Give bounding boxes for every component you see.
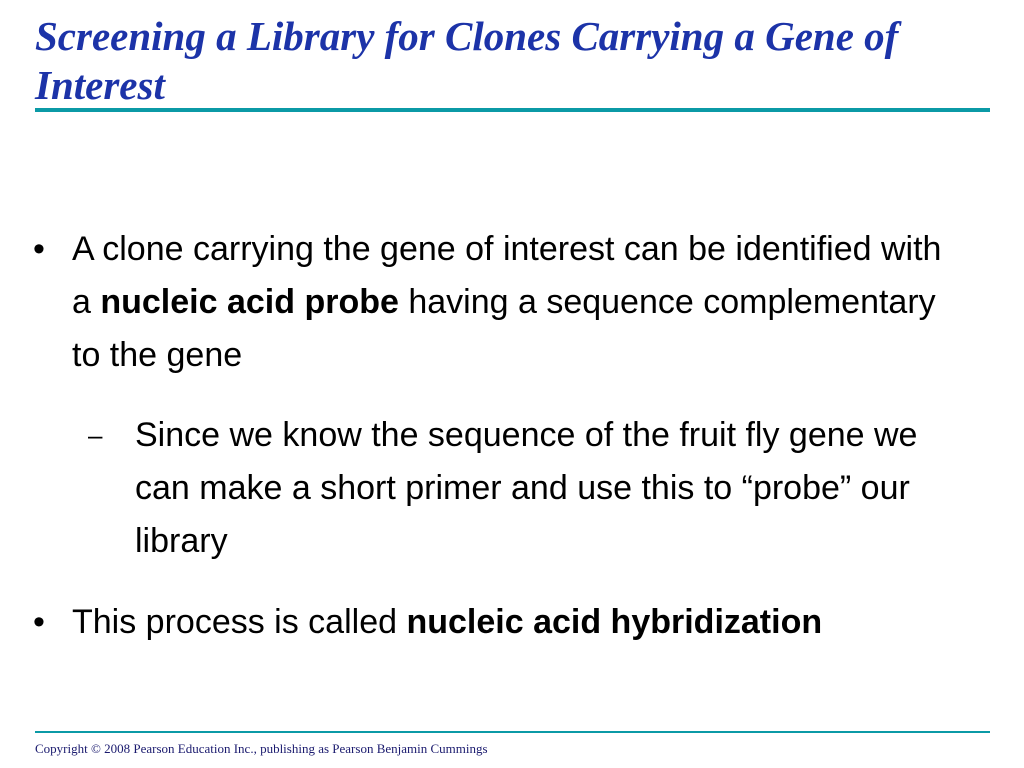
bullet-item (33, 596, 963, 649)
bullet-text-end: having a sequence complementary to the gene (72, 283, 936, 374)
sub-bullet-text: Since we know the sequence of the fruit fly gene we can make a short primer and use this to “probe” our library (135, 416, 918, 560)
bullet-marker: • (33, 230, 45, 268)
bullet-text (72, 596, 963, 649)
bullet-text-bold: nucleic acid hybridization (406, 603, 823, 641)
copyright-footer: Copyright © 2008 Pearson Education Inc., publishing as Pearson Benjamin Cummings (35, 741, 488, 756)
title-divider (35, 108, 990, 112)
sub-bullet-item (88, 409, 968, 568)
bullet-text-start: A clone carrying the gene of interest can be identified with a (72, 230, 942, 321)
bullet-item (33, 223, 963, 382)
slide-title: Screening a Library for Clones Carrying a Gene of Interest (35, 13, 899, 108)
bullet-text-bold: nucleic acid probe (100, 283, 399, 321)
bullet-text-start: This process is called (72, 603, 407, 641)
footer-divider (35, 731, 990, 733)
sub-bullet-marker: – (88, 420, 103, 450)
bullet-marker: • (33, 603, 45, 641)
bullet-text (72, 223, 963, 382)
